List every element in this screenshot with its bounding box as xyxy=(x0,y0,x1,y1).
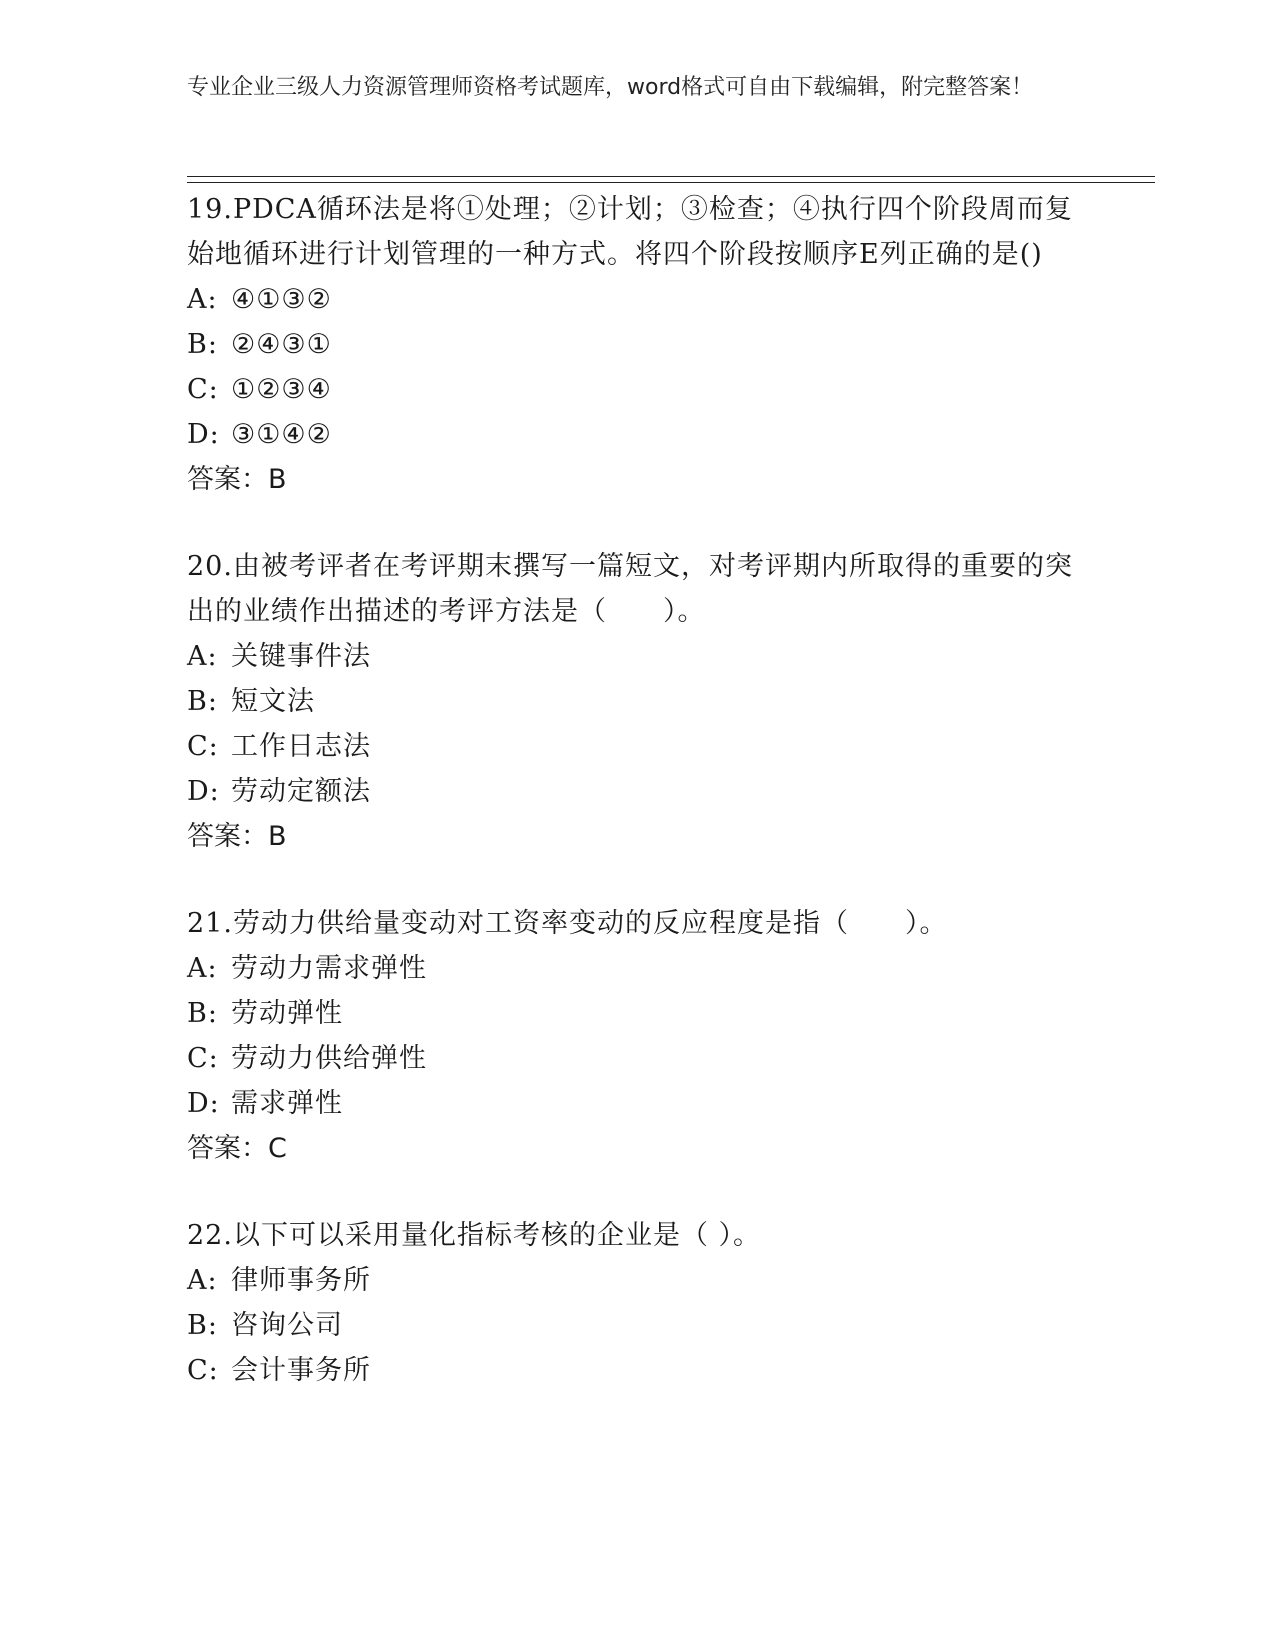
option-text: 工作日志法 xyxy=(231,731,371,762)
option-text: 劳动弹性 xyxy=(231,998,343,1029)
question-20 xyxy=(187,544,1087,859)
option-text: 劳动力需求弹性 xyxy=(231,953,427,984)
option-c xyxy=(187,1348,1087,1393)
option-b xyxy=(187,991,1087,1036)
option-text: 需求弹性 xyxy=(231,1088,343,1119)
answer-line: 答案：B xyxy=(187,821,287,852)
question-stem: 22.以下可以采用量化指标考核的企业是（ ）。 xyxy=(187,1220,762,1251)
option-text: 劳动定额法 xyxy=(231,776,371,807)
option-b xyxy=(187,1303,1087,1348)
option-a xyxy=(187,946,1087,991)
option-letter: B: xyxy=(187,1310,218,1341)
option-d xyxy=(187,1081,1087,1126)
option-text: 律师事务所 xyxy=(231,1265,371,1296)
option-letter: A: xyxy=(187,284,218,315)
question-list xyxy=(187,187,1087,1435)
option-letter: C: xyxy=(187,374,219,405)
question-19 xyxy=(187,187,1087,502)
question-22 xyxy=(187,1213,1087,1393)
option-letter: B: xyxy=(187,998,218,1029)
option-text: ③①④② xyxy=(231,419,332,450)
header-divider-top xyxy=(187,176,1155,177)
option-c xyxy=(187,1036,1087,1081)
option-text: ①②③④ xyxy=(231,374,332,405)
option-c xyxy=(187,724,1087,769)
option-d xyxy=(187,769,1087,814)
option-letter: B: xyxy=(187,686,218,717)
option-letter: C: xyxy=(187,1043,219,1074)
option-text: 会计事务所 xyxy=(231,1355,371,1386)
option-text: 劳动力供给弹性 xyxy=(231,1043,427,1074)
question-stem: 19.PDCA循环法是将①处理；②计划；③检查；④执行四个阶段周而复始地循环进行计划管理的一种方式。将四个阶段按顺序E列正确的是() xyxy=(187,194,1073,270)
option-letter: D: xyxy=(187,776,220,807)
option-text: ②④③① xyxy=(231,329,332,360)
option-letter: C: xyxy=(187,731,219,762)
question-21 xyxy=(187,901,1087,1171)
option-b xyxy=(187,679,1087,724)
option-text: 关键事件法 xyxy=(231,641,371,672)
option-text: 咨询公司 xyxy=(231,1310,343,1341)
option-b xyxy=(187,322,1087,367)
option-letter: A: xyxy=(187,953,218,984)
option-text: ④①③② xyxy=(231,284,332,315)
option-text: 短文法 xyxy=(231,686,315,717)
option-c xyxy=(187,367,1087,412)
option-a xyxy=(187,277,1087,322)
option-letter: C: xyxy=(187,1355,219,1386)
option-letter: D: xyxy=(187,419,220,450)
option-letter: A: xyxy=(187,641,218,672)
option-a xyxy=(187,634,1087,679)
question-stem: 20.由被考评者在考评期末撰写一篇短文，对考评期内所取得的重要的突出的业绩作出描述的考评方法是（ ）。 xyxy=(187,551,1073,627)
option-a xyxy=(187,1258,1087,1303)
option-letter: B: xyxy=(187,329,218,360)
document-header: 专业企业三级人力资源管理师资格考试题库，word格式可自由下载编辑，附完整答案！ xyxy=(187,75,1034,100)
header-divider-bottom xyxy=(187,182,1155,183)
question-stem: 21.劳动力供给量变动对工资率变动的反应程度是指（ ）。 xyxy=(187,908,948,939)
option-letter: A: xyxy=(187,1265,218,1296)
option-letter: D: xyxy=(187,1088,220,1119)
answer-line: 答案：C xyxy=(187,1133,287,1164)
option-d xyxy=(187,412,1087,457)
answer-line: 答案：B xyxy=(187,464,287,495)
